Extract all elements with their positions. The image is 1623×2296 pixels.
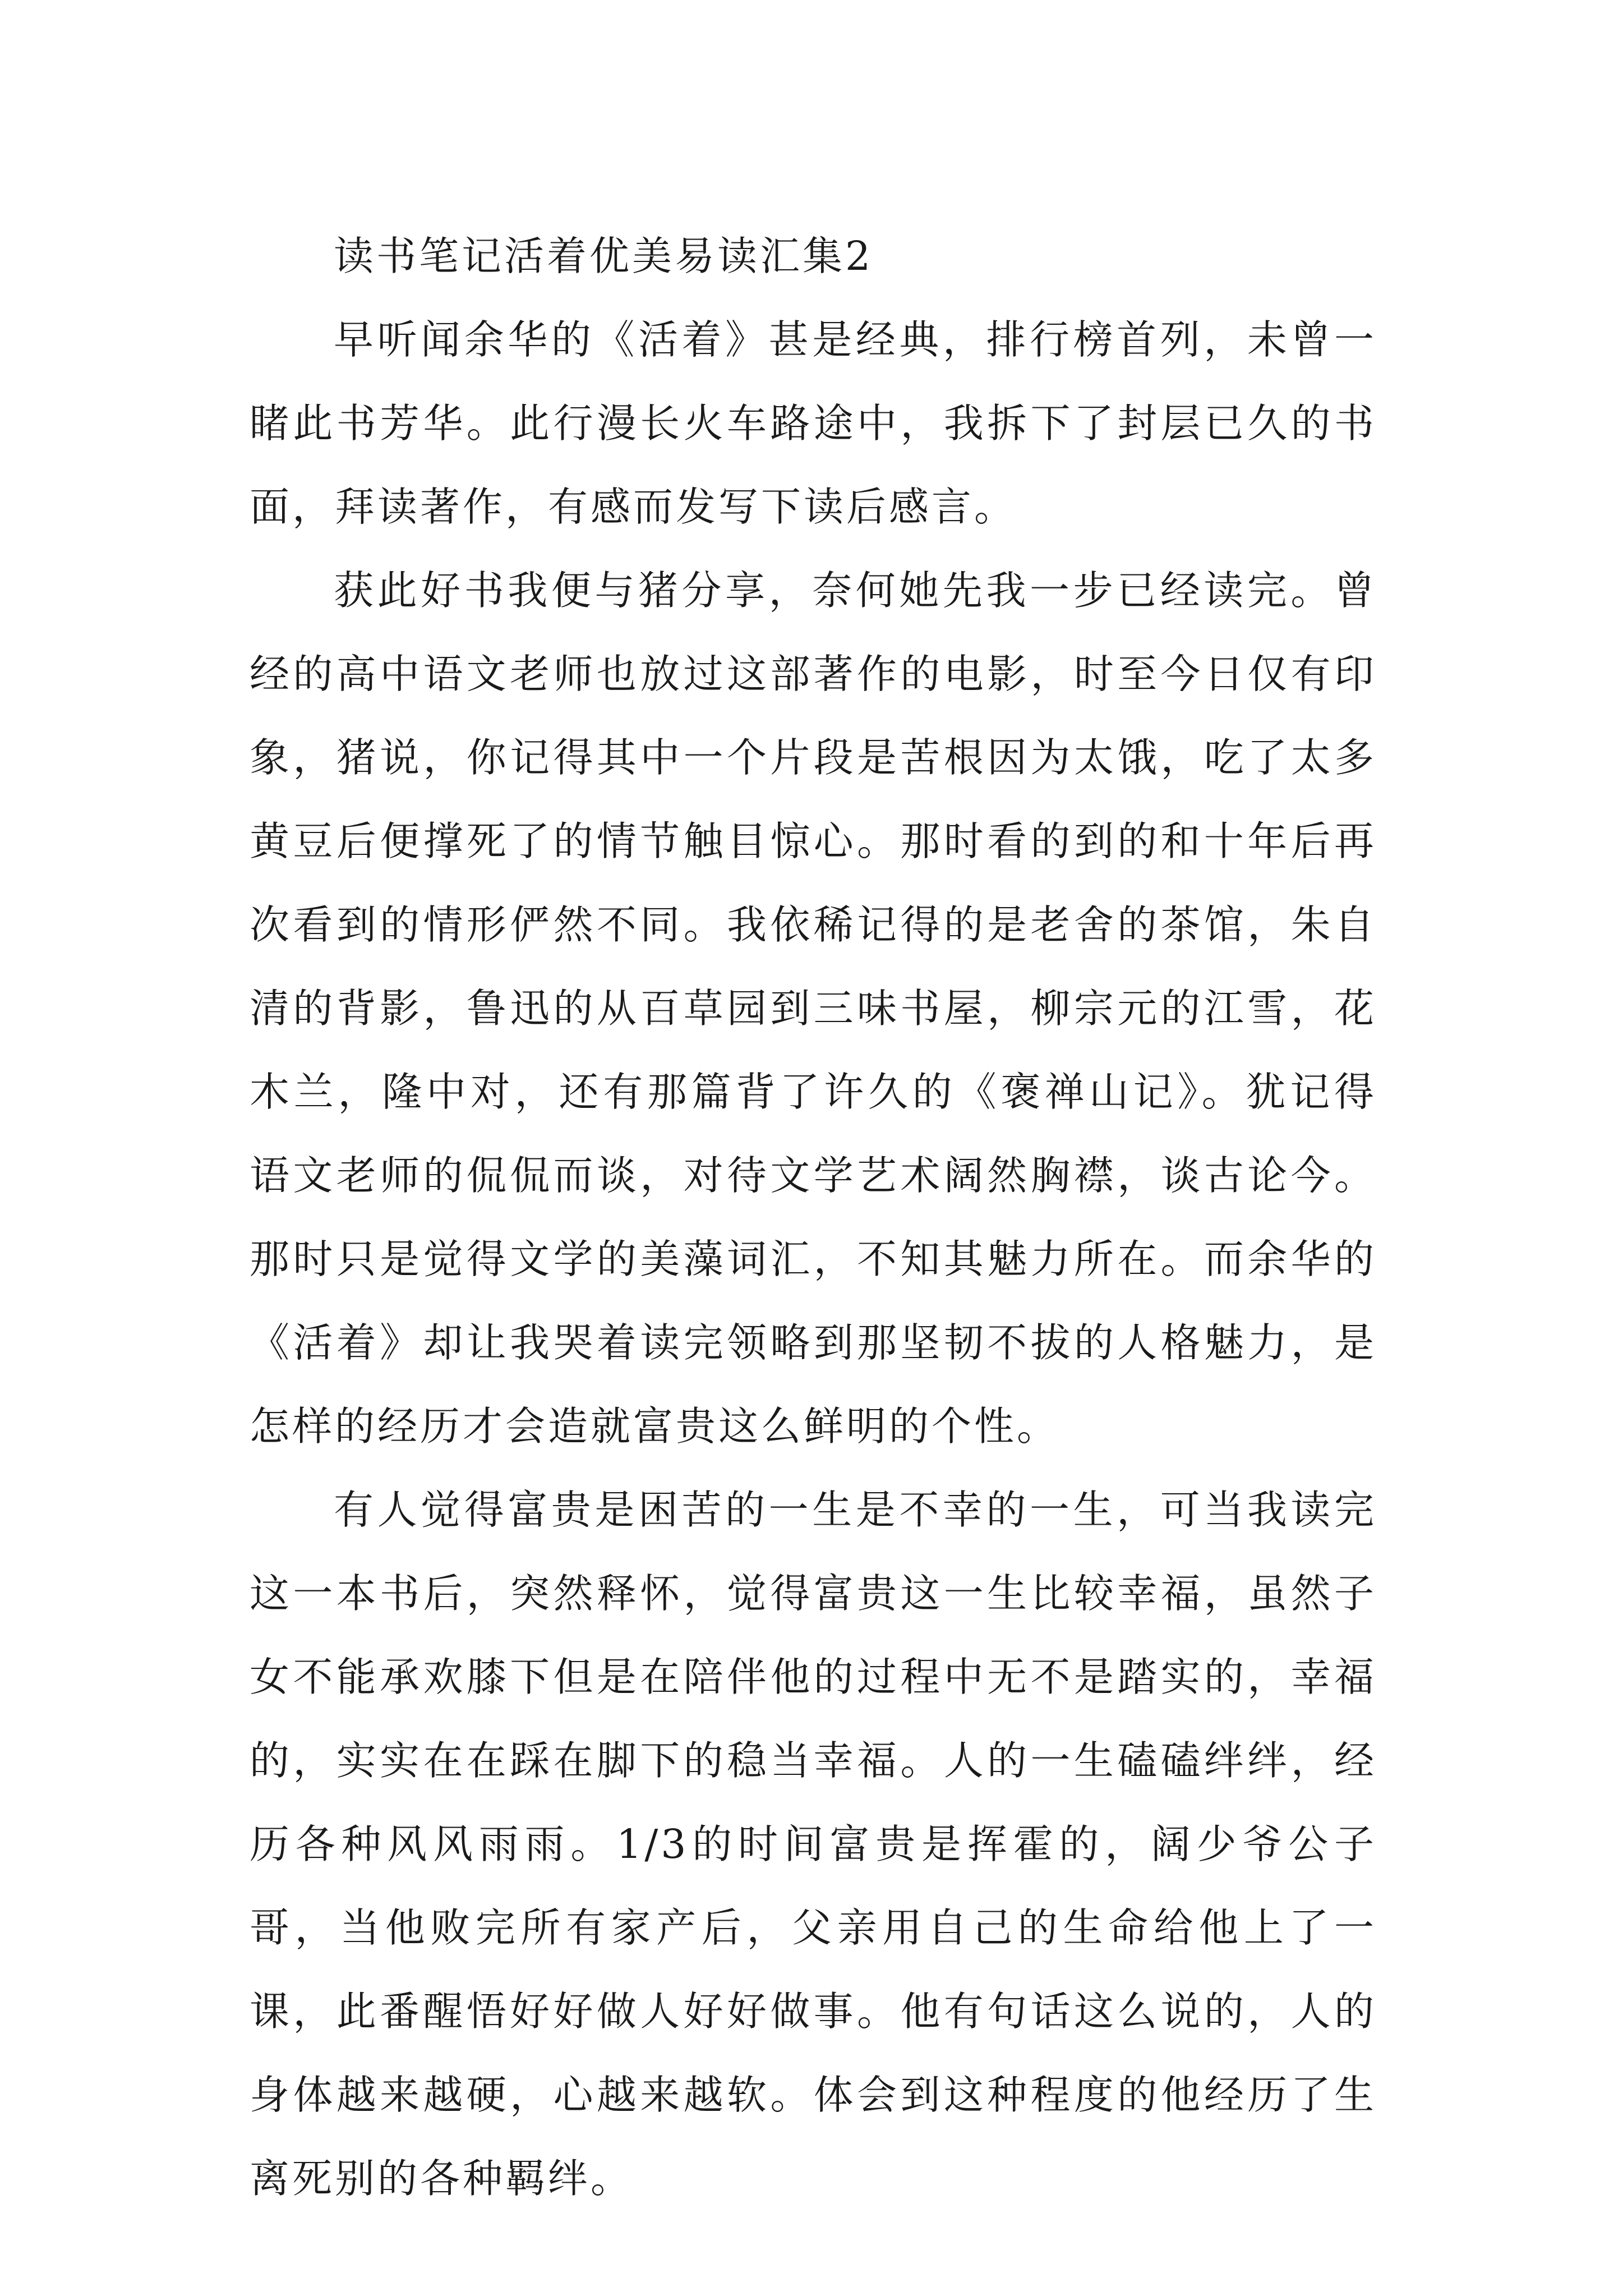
document-body <box>250 214 1377 2220</box>
paragraph-2: 获此好书我便与猪分享，奈何她先我一步已经读完。曾经的高中语文老师也放过这部著作的电影，时至今日仅有印象，猪说，你记得其中一个片段是苦根因为太饿，吃了太多黄豆后便撑死了的情节触目惊心。那时看的到的和十年后再次看到的情形俨然不同。我依稀记得的是老舍的茶馆，朱自清的背影，鲁迅的从百草园到三味书屋，柳宗元的江雪，花木兰，隆中对，还有那篇背了许久的《褒禅山记》。犹记得语文老师的侃侃而谈，对待文学艺术阔然胸襟，谈古论今。那时只是觉得文学的美藻词汇，不知其魅力所在。而余华的《活着》却让我哭着读完领略到那坚韧不拔的人格魅力，是怎样的经历才会造就富贵这么鲜明的个性。 <box>250 567 1377 1450</box>
document-title: 读书笔记活着优美易读汇集2 <box>334 233 874 279</box>
paragraph-3: 有人觉得富贵是困苦的一生是不幸的一生，可当我读完这一本书后，突然释怀，觉得富贵这一生比较幸福，虽然子女不能承欢膝下但是在陪伴他的过程中无不是踏实的，幸福的，实实在在踩在脚下的稳当幸福。人的一生磕磕绊绊，经历各种风风雨雨。1/3的时间富贵是挥霍的，阔少爷公子哥，当他败完所有家产后，父亲用自己的生命给他上了一课，此番醒悟好好做人好好做事。他有句话这么说的，人的身体越来越硬，心越来越软。体会到这种程度的他经历了生离死别的各种羁绊。 <box>250 1487 1377 2202</box>
paragraph-1: 早听闻余华的《活着》甚是经典，排行榜首列，未曾一睹此书芳华。此行漫长火车路途中，我拆下了封层已久的书面，拜读著作，有感而发写下读后感言。 <box>250 316 1377 530</box>
